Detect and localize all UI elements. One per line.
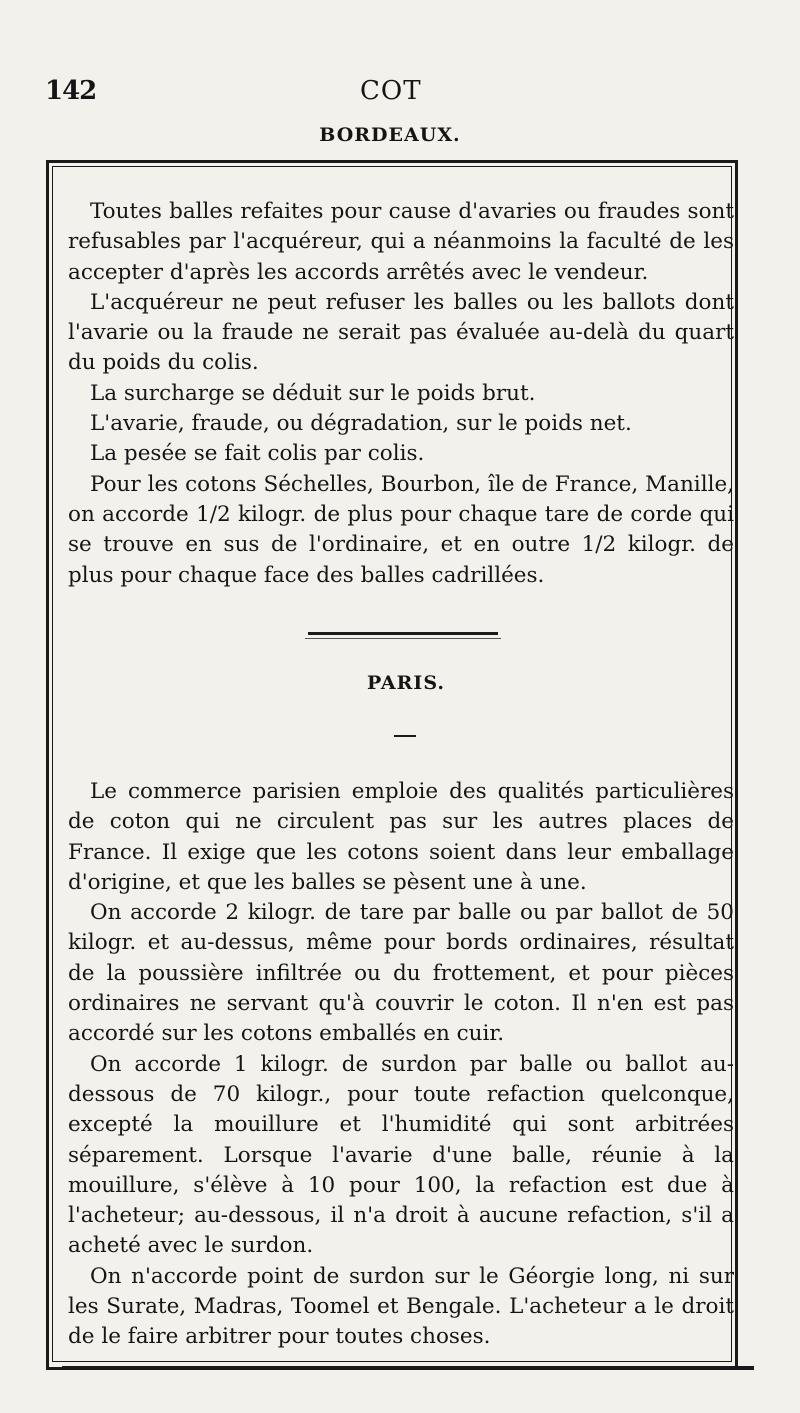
paragraph: Pour les cotons Séchelles, Bourbon, île de France, Manille, on accorde 1/2 kilogr. de plus pour chaque tare de corde qui se trouve en sus de l'ordinaire, et en outre 1/2 kilogr. de plus pour chaque face des balles cadrillées. bbox=[68, 471, 734, 588]
paragraph: La surcharge se déduit sur le poids brut. bbox=[90, 380, 536, 406]
paragraph: On accorde 1 kilogr. de surdon par balle ou ballot au-dessous de 70 kilogr., pour toute refaction quelconque, excepté la mouillure et l'humidité qui sont arbitrées séparement. Lorsque l'avarie d'une balle, réunie à la mouillure, s'élève à 10 pour 100, la refaction est due à l'acheteur; au-dessous, il n'a droit à aucune refaction, s'il a acheté avec le surdon. bbox=[68, 1051, 734, 1259]
paris-text bbox=[68, 777, 734, 1353]
bordeaux-text bbox=[68, 197, 734, 591]
paragraph: L'acquéreur ne peut refuser les balles ou les ballots dont l'avarie ou la fraude ne serait pas évaluée au-delà du quart du poids du colis. bbox=[68, 289, 734, 376]
paragraph: L'avarie, fraude, ou dégradation, sur le poids net. bbox=[90, 411, 632, 437]
paragraph: La pesée se fait colis par colis. bbox=[90, 441, 425, 467]
paragraph: On accorde 2 kilogr. de tare par balle ou par ballot de 50 kilogr. et au-dessus, même pour bords ordinaires, résultat de la poussière infiltrée ou du frottement, et pour pièces ordinaires ne servant qu'à couvrir le coton. Il n'en est pas accordé sur les cotons emballés en cuir. bbox=[68, 900, 734, 1047]
heading-dash bbox=[394, 735, 416, 737]
paragraph: On n'accorde point de surdon sur le Géorgie long, ni sur les Surate, Madras, Toomel et Bengale. L'acheteur a le droit de le faire arbitrer pour toutes choses. bbox=[68, 1263, 734, 1350]
running-head bbox=[0, 70, 800, 110]
section-divider-thin bbox=[305, 638, 501, 639]
section-heading-bordeaux: BORDEAUX. bbox=[319, 124, 461, 146]
section-divider bbox=[308, 632, 498, 635]
paragraph: Toutes balles refaites pour cause d'avaries ou fraudes sont refusables par l'acquéreur, qui a néanmoins la faculté de les accepter d'après les accords arrêtés avec le vendeur. bbox=[68, 199, 734, 285]
paragraph: Le commerce parisien emploie des qualités particulières de coton qui ne circulent pas sur les autres places de France. Il exige que les cotons soient dans leur emballage d'origine, et que les balles se pèsent une à une. bbox=[68, 779, 734, 895]
section-heading-paris: PARIS. bbox=[367, 672, 445, 694]
page-number: 142 bbox=[45, 76, 97, 106]
running-title: COT bbox=[360, 76, 422, 106]
page-frame-shadow bbox=[62, 1366, 754, 1370]
